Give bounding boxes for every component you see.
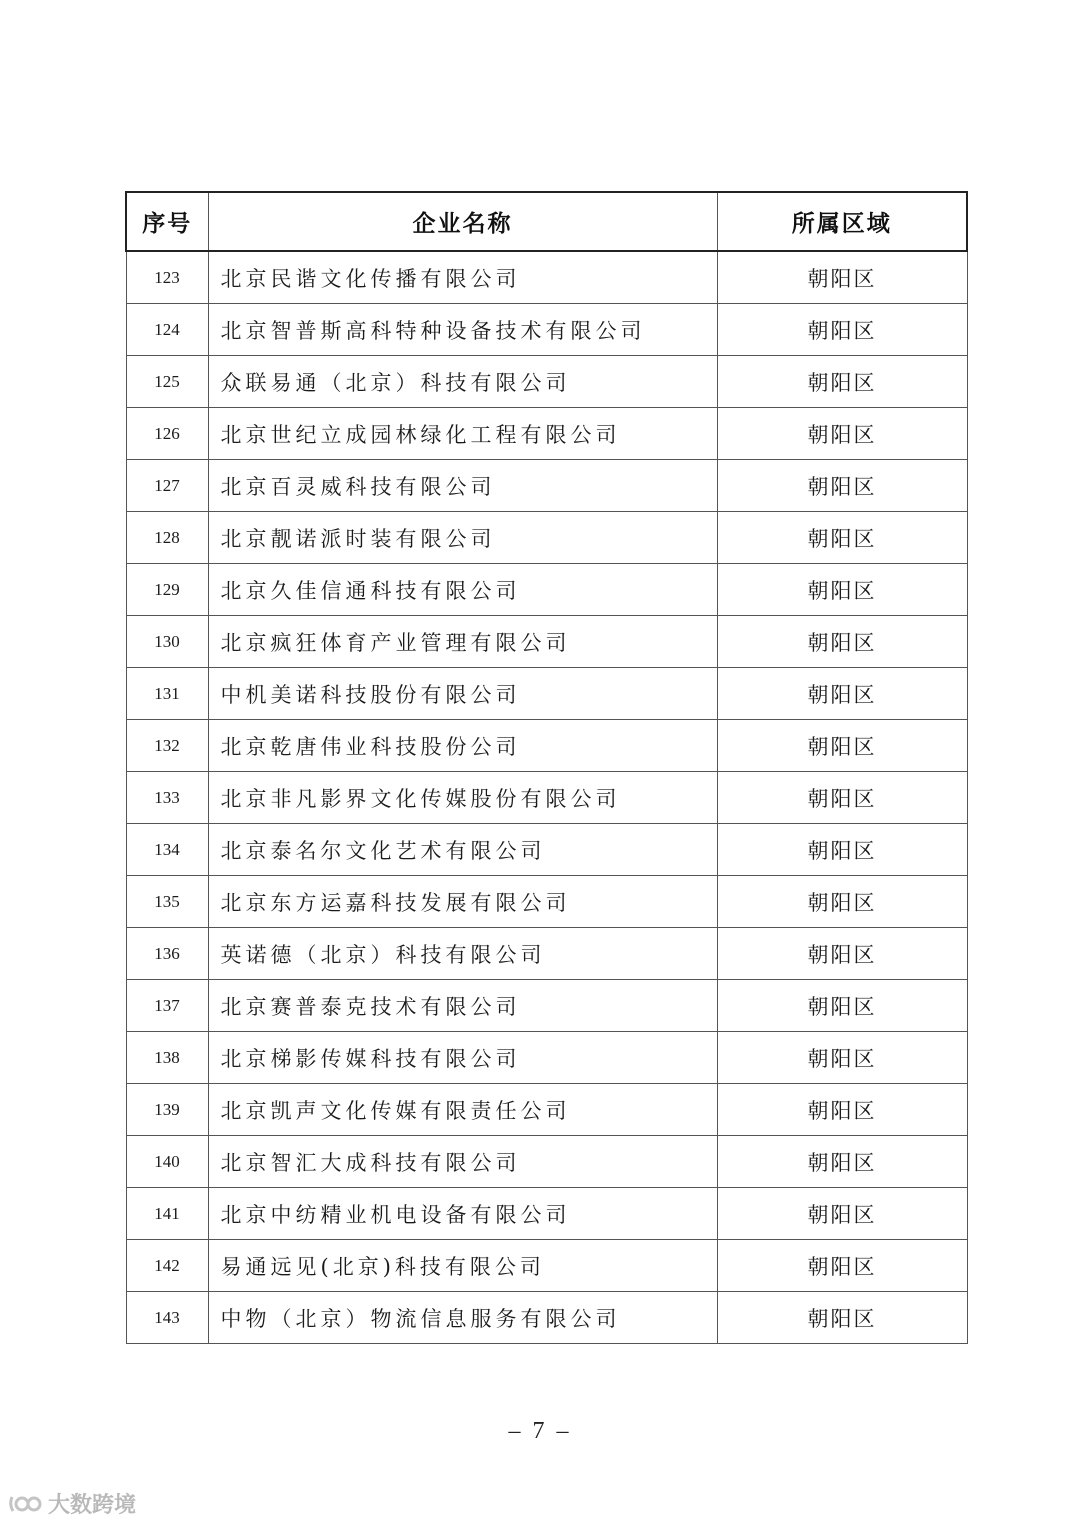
- table-row: [126, 356, 967, 408]
- row-district: 朝阳区: [717, 564, 967, 616]
- row-serial-number: 126: [126, 408, 208, 460]
- table-header: [126, 192, 967, 251]
- row-serial-number: 129: [126, 564, 208, 616]
- watermark-text: 大数跨境: [48, 1493, 137, 1518]
- row-district: 朝阳区: [717, 980, 967, 1032]
- row-district: 朝阳区: [717, 1188, 967, 1240]
- table-row: [126, 720, 967, 772]
- row-district: 朝阳区: [717, 1084, 967, 1136]
- row-company-name: 众联易通（北京）科技有限公司: [208, 356, 717, 408]
- row-serial-number: 142: [126, 1240, 208, 1292]
- table-row: [126, 251, 967, 304]
- row-company-name: 北京非凡影界文化传媒股份有限公司: [208, 772, 717, 824]
- row-company-name: 北京久佳信通科技有限公司: [208, 564, 717, 616]
- row-company-name: 北京东方运嘉科技发展有限公司: [208, 876, 717, 928]
- row-company-name: 北京民谐文化传播有限公司: [208, 251, 717, 304]
- table-row: [126, 876, 967, 928]
- row-serial-number: 132: [126, 720, 208, 772]
- table-row: [126, 1032, 967, 1084]
- row-district: 朝阳区: [717, 304, 967, 356]
- row-district: 朝阳区: [717, 251, 967, 304]
- row-serial-number: 124: [126, 304, 208, 356]
- row-serial-number: 137: [126, 980, 208, 1032]
- row-company-name: 北京凯声文化传媒有限责任公司: [208, 1084, 717, 1136]
- row-company-name: 北京乾唐伟业科技股份公司: [208, 720, 717, 772]
- table-row: [126, 1292, 967, 1344]
- table-row: [126, 564, 967, 616]
- row-serial-number: 138: [126, 1032, 208, 1084]
- row-company-name: 北京泰名尔文化艺术有限公司: [208, 824, 717, 876]
- row-serial-number: 128: [126, 512, 208, 564]
- brand-logo-icon: [8, 1493, 42, 1515]
- row-district: 朝阳区: [717, 460, 967, 512]
- row-company-name: 北京智汇大成科技有限公司: [208, 1136, 717, 1188]
- table-row: [126, 304, 967, 356]
- row-serial-number: 136: [126, 928, 208, 980]
- row-serial-number: 125: [126, 356, 208, 408]
- row-district: 朝阳区: [717, 616, 967, 668]
- table-row: [126, 1084, 967, 1136]
- header-district: 所属区域: [717, 192, 967, 251]
- header-serial-number: 序号: [126, 192, 208, 251]
- row-district: 朝阳区: [717, 824, 967, 876]
- table-row: [126, 824, 967, 876]
- table-row: [126, 1240, 967, 1292]
- row-district: 朝阳区: [717, 772, 967, 824]
- row-company-name: 北京百灵威科技有限公司: [208, 460, 717, 512]
- table-row: [126, 1188, 967, 1240]
- row-company-name: 英诺德（北京）科技有限公司: [208, 928, 717, 980]
- table-row: [126, 460, 967, 512]
- row-company-name: 易通远见(北京)科技有限公司: [208, 1240, 717, 1292]
- row-district: 朝阳区: [717, 876, 967, 928]
- row-company-name: 北京靓诺派时装有限公司: [208, 512, 717, 564]
- row-serial-number: 143: [126, 1292, 208, 1344]
- page-number: – 7 –: [508, 1418, 572, 1444]
- row-company-name: 中物（北京）物流信息服务有限公司: [208, 1292, 717, 1344]
- row-company-name: 北京赛普泰克技术有限公司: [208, 980, 717, 1032]
- row-company-name: 北京疯狂体育产业管理有限公司: [208, 616, 717, 668]
- row-district: 朝阳区: [717, 1292, 967, 1344]
- row-district: 朝阳区: [717, 408, 967, 460]
- row-company-name: 北京世纪立成园林绿化工程有限公司: [208, 408, 717, 460]
- table-row: [126, 980, 967, 1032]
- row-serial-number: 131: [126, 668, 208, 720]
- row-serial-number: 130: [126, 616, 208, 668]
- row-district: 朝阳区: [717, 512, 967, 564]
- company-list-table: [125, 191, 968, 1344]
- row-district: 朝阳区: [717, 1032, 967, 1084]
- row-serial-number: 141: [126, 1188, 208, 1240]
- row-serial-number: 133: [126, 772, 208, 824]
- row-serial-number: 135: [126, 876, 208, 928]
- row-serial-number: 123: [126, 251, 208, 304]
- table-row: [126, 772, 967, 824]
- row-serial-number: 134: [126, 824, 208, 876]
- row-company-name: 北京中纺精业机电设备有限公司: [208, 1188, 717, 1240]
- table-body: [126, 251, 967, 1344]
- row-district: 朝阳区: [717, 1136, 967, 1188]
- row-serial-number: 127: [126, 460, 208, 512]
- table-row: [126, 928, 967, 980]
- row-company-name: 北京梯影传媒科技有限公司: [208, 1032, 717, 1084]
- header-row: [126, 192, 967, 251]
- row-district: 朝阳区: [717, 720, 967, 772]
- row-serial-number: 140: [126, 1136, 208, 1188]
- table-row: [126, 668, 967, 720]
- row-district: 朝阳区: [717, 356, 967, 408]
- row-serial-number: 139: [126, 1084, 208, 1136]
- row-district: 朝阳区: [717, 928, 967, 980]
- row-company-name: 中机美诺科技股份有限公司: [208, 668, 717, 720]
- header-company-name: 企业名称: [208, 192, 717, 251]
- watermark: [8, 1488, 136, 1519]
- table-row: [126, 512, 967, 564]
- table-row: [126, 616, 967, 668]
- row-district: 朝阳区: [717, 1240, 967, 1292]
- table-row: [126, 1136, 967, 1188]
- table-row: [126, 408, 967, 460]
- row-company-name: 北京智普斯高科特种设备技术有限公司: [208, 304, 717, 356]
- row-district: 朝阳区: [717, 668, 967, 720]
